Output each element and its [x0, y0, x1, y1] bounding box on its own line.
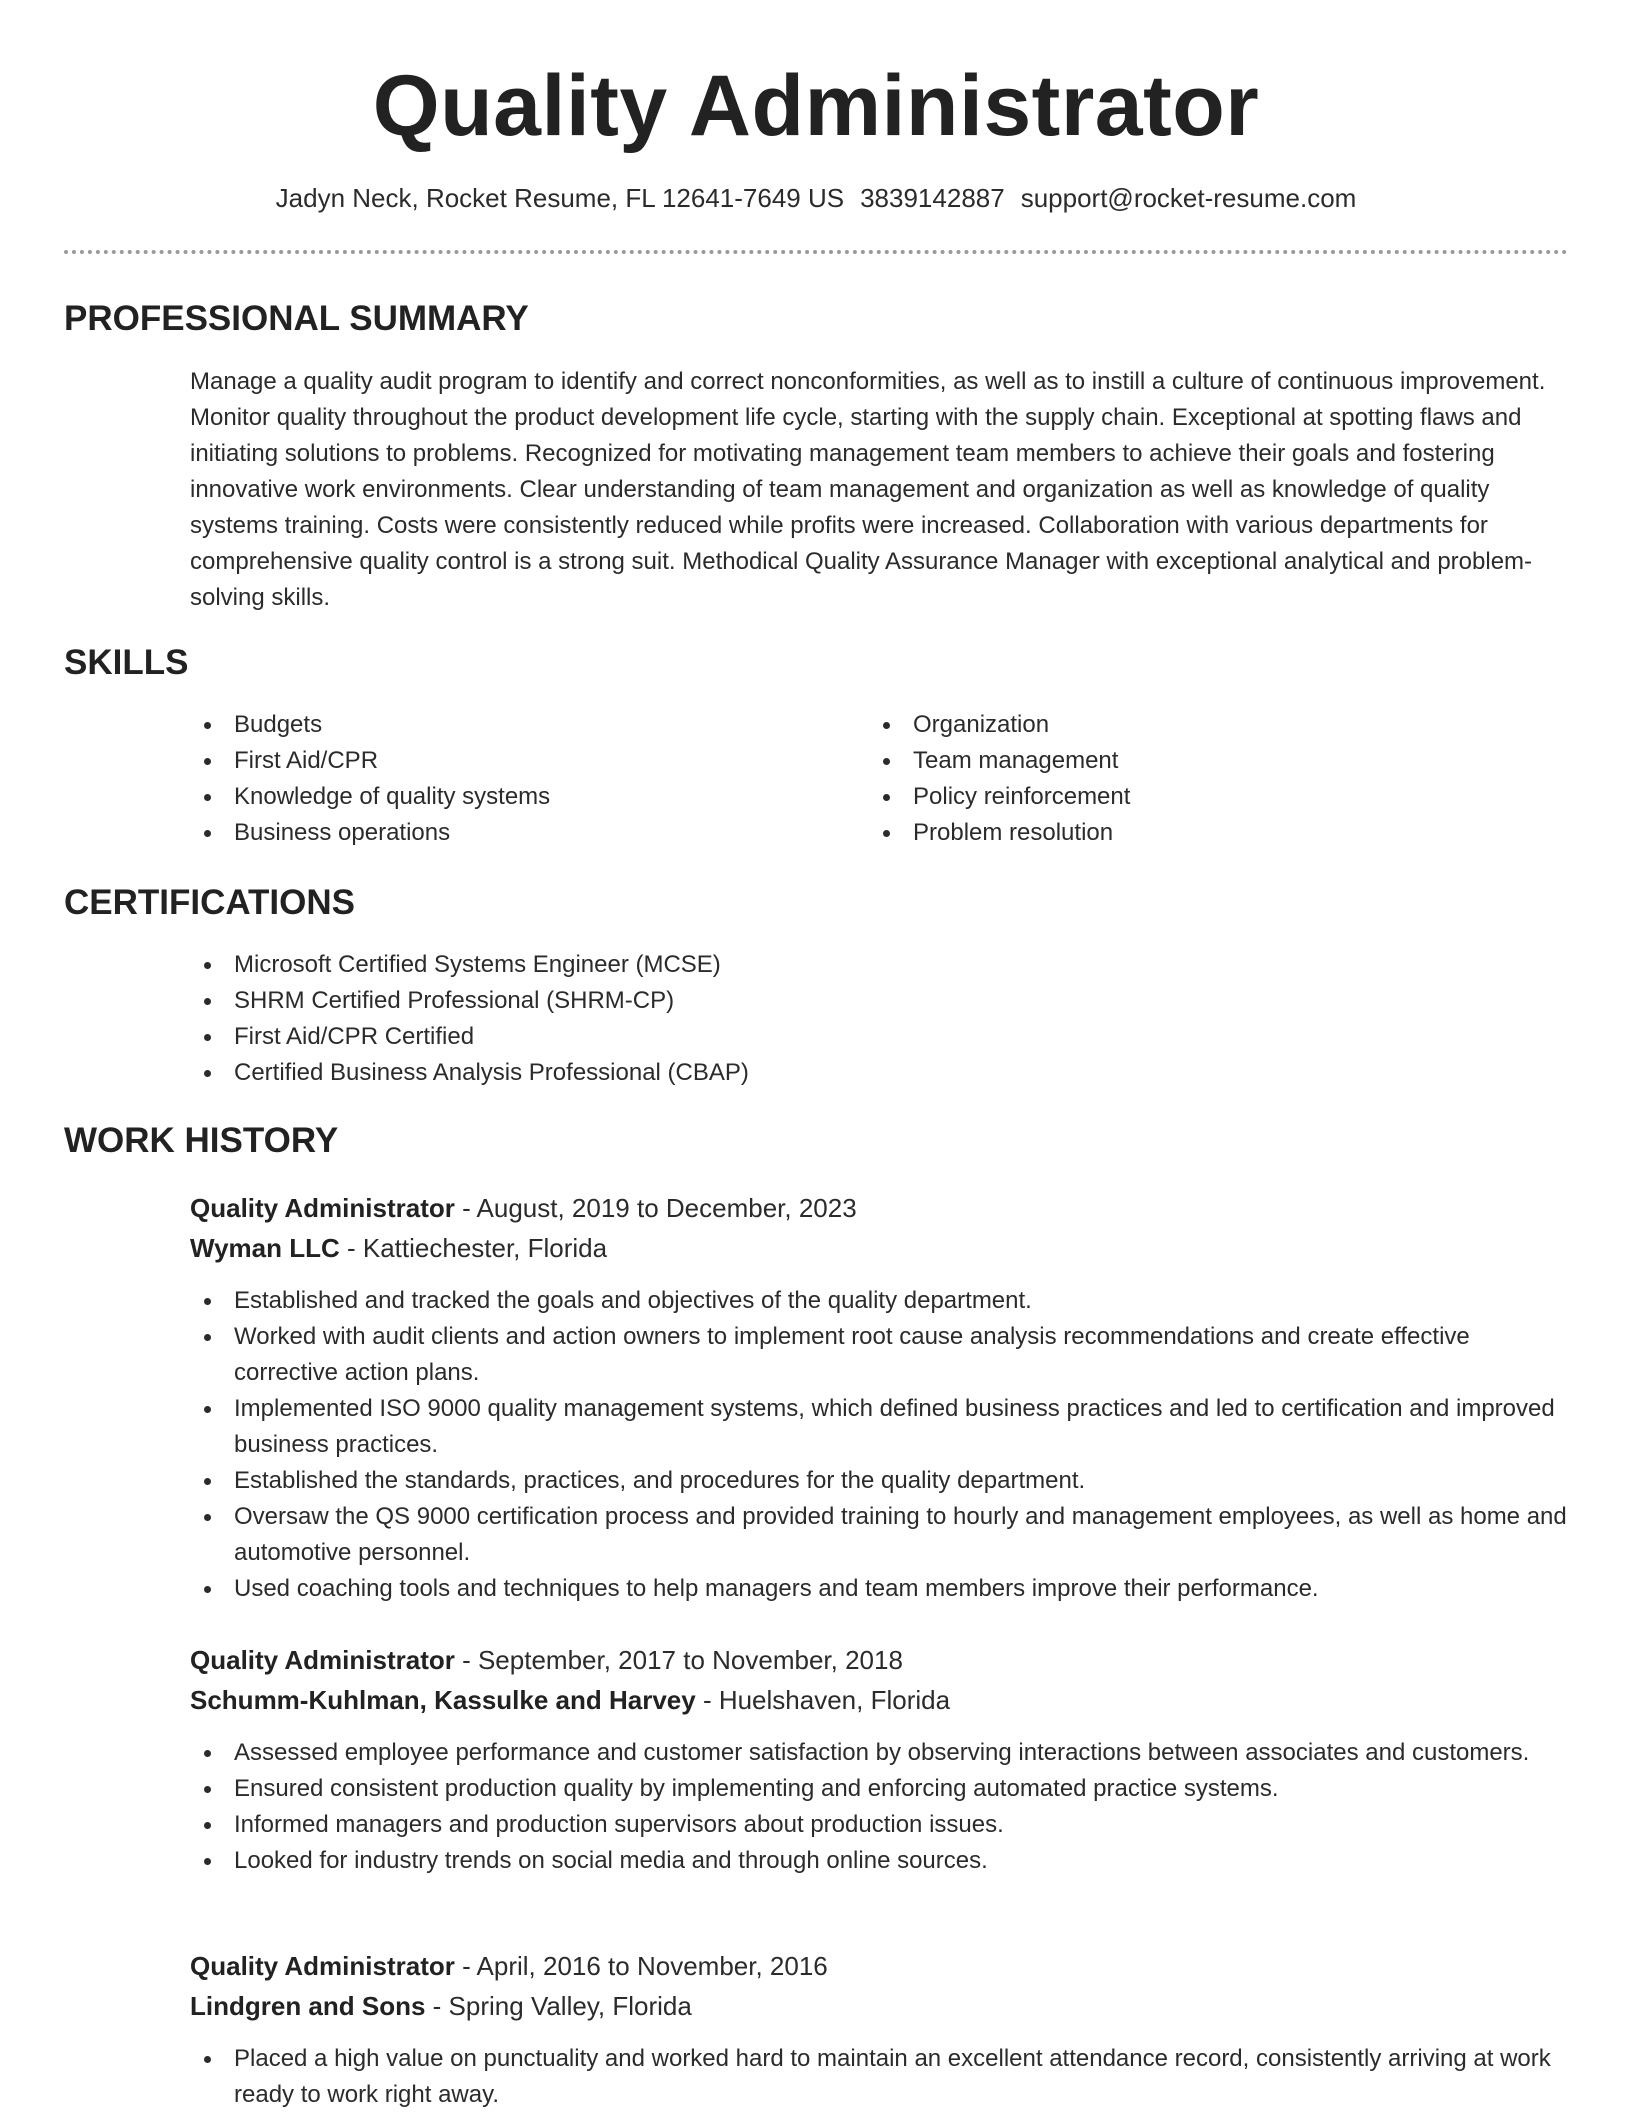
- job-bullet: Ensured consistent production quality by implementing and enforcing automated practice systems.: [190, 1771, 1570, 1807]
- certifications-list: [190, 947, 1390, 1091]
- skill-item: Problem resolution: [869, 815, 1509, 851]
- certification-item: First Aid/CPR Certified: [190, 1019, 1390, 1055]
- job-bullets: [190, 1735, 1570, 1879]
- contact-phone: 3839142887: [860, 183, 1005, 213]
- job-role: Quality Administrator: [190, 1645, 455, 1675]
- summary-text: Manage a quality audit program to identify and correct nonconformities, as well as to instill a culture of continuous improvement. Monitor quality throughout the product development life cycle, starting with the supply chain. Exceptional at spotting flaws and initiating solutions to problems. Recognized for motivating management team members to achieve their goals and fostering innovative work environments. Clear understanding of team management and organization as well as knowledge of quality systems training. Costs were consistently reduced while profits were increased. Collaboration with various departments for comprehensive quality control is a strong suit. Methodical Quality Assurance Manager with exceptional analytical and problem-solving skills.: [190, 368, 1546, 611]
- section-title-summary: PROFESSIONAL SUMMARY: [64, 299, 529, 338]
- job-location: - Kattiechester, Florida: [339, 1233, 608, 1263]
- job-bullet: Oversaw the QS 9000 certification process and provided training to hourly and management employees, as well as home and automotive personnel.: [190, 1499, 1570, 1571]
- job-company-line: [190, 1230, 607, 1266]
- skills-list-right: [869, 707, 1509, 851]
- certification-item: Certified Business Analysis Professional (CBAP): [190, 1055, 1390, 1091]
- job-bullet: Established and tracked the goals and objectives of the quality department.: [190, 1283, 1570, 1319]
- job-company-line: [190, 1988, 692, 2024]
- job-dates: - August, 2019 to December, 2023: [454, 1193, 857, 1223]
- job-bullet: Worked with audit clients and action owners to implement root cause analysis recommendations and create effective corrective action plans.: [190, 1319, 1570, 1391]
- skill-item: Business operations: [190, 815, 830, 851]
- job-title-line: [190, 1190, 857, 1226]
- job-company: Lindgren and Sons: [190, 1991, 426, 2021]
- skill-item: First Aid/CPR: [190, 743, 830, 779]
- header-divider: [64, 250, 1568, 254]
- job-location: - Huelshaven, Florida: [695, 1685, 951, 1715]
- resume-title: Quality Administrator: [372, 58, 1260, 154]
- certification-item: SHRM Certified Professional (SHRM-CP): [190, 983, 1390, 1019]
- skill-item: Knowledge of quality systems: [190, 779, 830, 815]
- job-bullet: Assessed employee performance and customer satisfaction by observing interactions between associates and customers.: [190, 1735, 1570, 1771]
- skills-list-left: [190, 707, 830, 851]
- job-title-line: [190, 1948, 828, 1984]
- job-role: Quality Administrator: [190, 1193, 455, 1223]
- job-bullet: Placed a high value on punctuality and worked hard to maintain an excellent attendance record, consistently arriving at work ready to work right away.: [190, 2041, 1570, 2112]
- job-bullets: [190, 2041, 1570, 2112]
- skill-item: Team management: [869, 743, 1509, 779]
- job-location: - Spring Valley, Florida: [425, 1991, 692, 2021]
- job-bullet: Established the standards, practices, and procedures for the quality department.: [190, 1463, 1570, 1499]
- skill-item: Budgets: [190, 707, 830, 743]
- contact-email: support@rocket-resume.com: [1020, 183, 1357, 213]
- section-title-skills: SKILLS: [64, 643, 189, 682]
- job-role: Quality Administrator: [190, 1951, 455, 1981]
- contact-line: [0, 182, 1632, 214]
- job-dates: - April, 2016 to November, 2016: [454, 1951, 828, 1981]
- job-dates: - September, 2017 to November, 2018: [454, 1645, 903, 1675]
- job-company: Wyman LLC: [190, 1233, 340, 1263]
- skill-item: Policy reinforcement: [869, 779, 1509, 815]
- job-bullet: Looked for industry trends on social media and through online sources.: [190, 1843, 1570, 1879]
- section-title-work-history: WORK HISTORY: [64, 1121, 339, 1160]
- job-company-line: [190, 1682, 950, 1718]
- job-bullets: [190, 1283, 1570, 1607]
- contact-address: Jadyn Neck, Rocket Resume, FL 12641-7649 US: [275, 183, 845, 213]
- certification-item: Microsoft Certified Systems Engineer (MCSE): [190, 947, 1390, 983]
- job-bullet: Used coaching tools and techniques to help managers and team members improve their performance.: [190, 1571, 1570, 1607]
- skill-item: Organization: [869, 707, 1509, 743]
- job-company: Schumm-Kuhlman, Kassulke and Harvey: [190, 1685, 696, 1715]
- job-title-line: [190, 1642, 903, 1678]
- section-title-certifications: CERTIFICATIONS: [64, 883, 356, 922]
- job-bullet: Implemented ISO 9000 quality management systems, which defined business practices and led to certification and improved business practices.: [190, 1391, 1570, 1463]
- job-bullet: Informed managers and production supervisors about production issues.: [190, 1807, 1570, 1843]
